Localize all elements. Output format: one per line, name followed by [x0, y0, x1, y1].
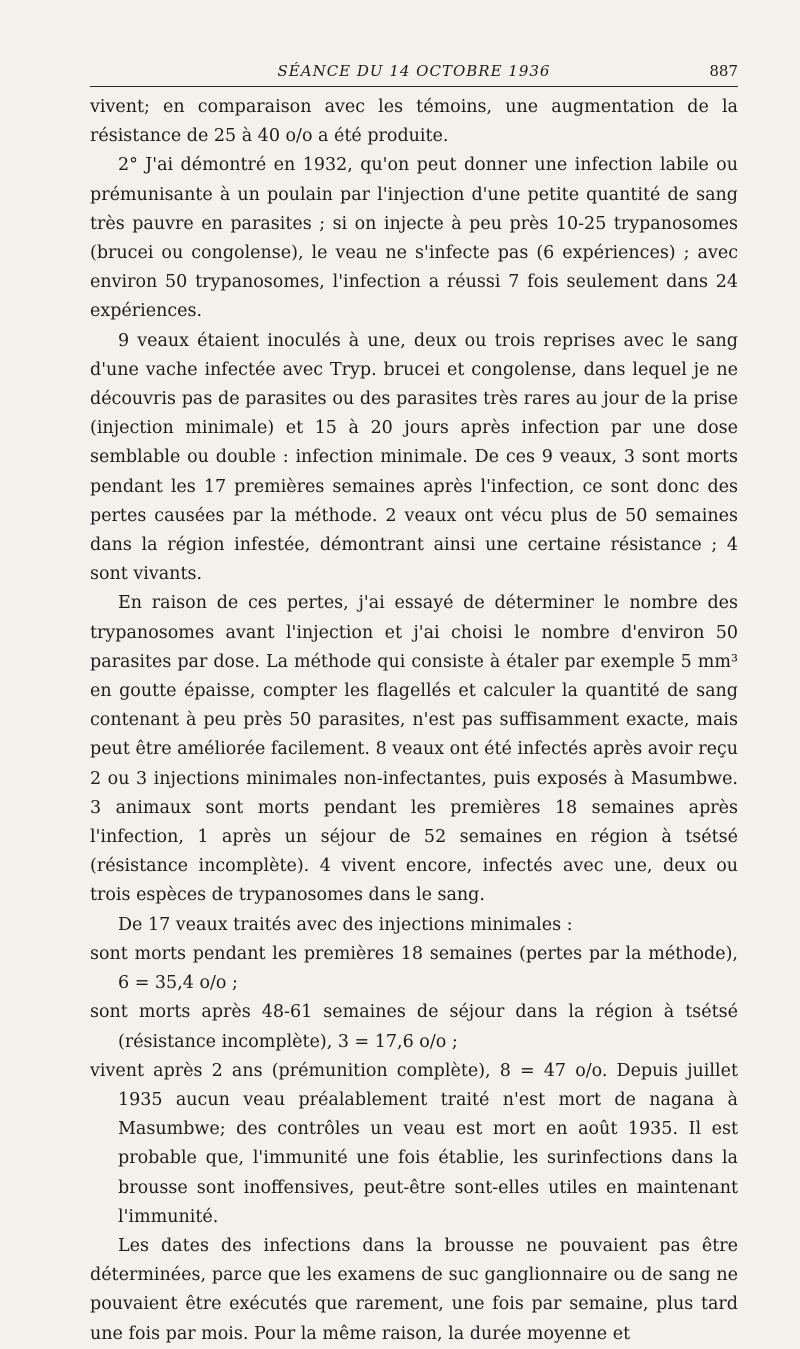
- paragraph-continuation: vivent; en comparaison avec les témoins, une augmentation de la résistance de 25 à 40 o/o a été produite.: [90, 97, 738, 147]
- document-page: [90, 56, 738, 1349]
- paragraph-seventeen-calves: De 17 veaux traités avec des injections minimales :: [118, 914, 573, 935]
- paragraph-infection-dates: Les dates des infections dans la brousse ne pouvaient pas être déterminées, parce que les examens de suc ganglionnaire ou de sang ne pouvaient être exécutés que rarement, une fois par semaine, plus tard une fois par mois. Pour la même raison, la durée moyenne et: [90, 1235, 738, 1344]
- paragraph-item-2: 2° J'ai démontré en 1932, qu'on peut donner une infection labile ou prémunisante à un poulain par l'injection d'une petite quantité de sang très pauvre en parasites ; si on injecte à peu près 10-25 trypanosomes (brucei ou congolense), le veau ne s'infecte pas (6 expériences) ; avec environ 50 trypanosomes, l'infection a réussi 7 fois seulement dans 24 expériences.: [90, 155, 738, 322]
- result-deaths-late: sont morts après 48-61 semaines de séjour dans la région à tsétsé (résistance incomplète), 3 = 17,6 o/o ;: [90, 1002, 738, 1052]
- paragraph-nine-calves: 9 veaux étaient inoculés à une, deux ou trois reprises avec le sang d'une vache infectée avec Tryp. brucei et congolense, dans lequel je ne découvris pas de parasites ou des parasites très rares au jour de la prise (injection minimale) et 15 à 20 jours après infection par une dose semblable ou double : infection minimale. De ces 9 veaux, 3 sont morts pendant les 17 premières semaines après l'infection, ce sont donc des pertes causées par la méthode. 2 veaux ont vécu plus de 50 semaines dans la région infestée, démontrant ainsi une certaine résistance ; 4 sont vivants.: [90, 330, 738, 585]
- result-deaths-early: sont morts pendant les premières 18 semaines (pertes par la méthode), 6 = 35,4 o/o ;: [90, 943, 738, 994]
- header-title: SÉANCE DU 14 OCTOBRE 1936: [277, 62, 551, 80]
- page-number: 887: [709, 62, 738, 80]
- running-header: [90, 56, 738, 87]
- result-survivors: vivent après 2 ans (prémunition complète), 8 = 47 o/o. Depuis juillet 1935 aucun veau préalablement traité n'est mort de nagana à Masumbwe; des contrôles un veau est mort en août 1935. Il est probable que, l'immunité une fois établie, les surinfections dans la brousse sont inoffensives, peut-être sont-elles utiles en maintenant l'immunité.: [90, 1060, 738, 1227]
- body-text: [90, 93, 738, 1349]
- paragraph-losses: En raison de ces pertes, j'ai essayé de déterminer le nombre des trypanosomes avant l'injection et j'ai choisi le nombre d'environ 50 parasites par dose. La méthode qui consiste à étaler par exemple 5 mm³ en goutte épaisse, compter les flagellés et calculer la quantité de sang contenant à peu près 50 parasites, n'est pas suffisamment exacte, mais peut être améliorée facilement. 8 veaux ont été infectés après avoir reçu 2 ou 3 injections minimales non-infectantes, puis exposés à Masumbwe. 3 animaux sont morts pendant les premières 18 semaines après l'infection, 1 après un séjour de 52 semaines en région à tsétsé (résistance incomplète). 4 vivent encore, infectés avec une, deux ou trois espèces de trypanosomes dans le sang.: [90, 593, 738, 906]
